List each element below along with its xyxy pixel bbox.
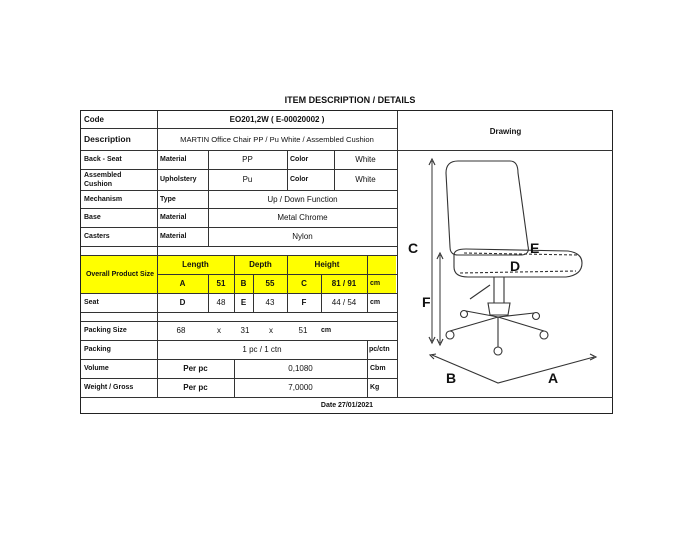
- seat-label: Seat: [84, 299, 99, 306]
- drawing-label: Drawing: [489, 126, 522, 136]
- overall-a-value: 51: [216, 279, 226, 288]
- overall-unit: cm: [370, 280, 381, 287]
- cushion-key2: Color: [290, 176, 309, 183]
- packing-size-unit: cm: [321, 327, 332, 334]
- cushion-label: Assembled Cushion: [84, 171, 122, 188]
- base-val1: Metal Chrome: [277, 213, 328, 222]
- overall-b: B: [240, 279, 247, 288]
- height-header: Height: [314, 260, 340, 269]
- seat-e-value: 43: [265, 298, 275, 307]
- chair-backrest: [446, 161, 528, 255]
- chair-drawing: [398, 151, 613, 396]
- overall-c: C: [301, 279, 307, 288]
- depth-header: Depth: [249, 260, 272, 269]
- code-value: EO201,2W ( E-00020002 ): [229, 115, 325, 124]
- cushion-key1: Upholstery: [160, 176, 197, 183]
- base-key1: Material: [160, 214, 187, 221]
- seat-d: D: [179, 298, 186, 307]
- cushion-val2: White: [355, 175, 376, 184]
- cushion-val1: Pu: [242, 175, 253, 184]
- weight-value: 7,0000: [288, 383, 313, 392]
- chair-base: [450, 311, 544, 347]
- volume-per: Per pc: [183, 364, 208, 373]
- back-seat-label: Back - Seat: [84, 156, 122, 163]
- overall-c-value: 81 / 91: [331, 279, 357, 288]
- packing-size-width: 31: [240, 326, 250, 335]
- weight-per: Per pc: [183, 383, 208, 392]
- packing-size-label: Packing Size: [84, 327, 127, 334]
- code-label: Code: [84, 115, 104, 124]
- volume-label: Volume: [84, 365, 109, 372]
- casters-key1: Material: [160, 233, 187, 240]
- description-value: MARTIN Office Chair PP / Pu White / Assembled Cushion: [180, 134, 374, 144]
- dim-e-letter: E: [530, 240, 540, 256]
- weight-label: Weight / Gross: [84, 384, 134, 391]
- seat-unit: cm: [370, 299, 381, 306]
- packing-size-x1: x: [217, 326, 221, 335]
- back-seat-key2: Color: [290, 156, 309, 163]
- date-label: Date 27/01/2021: [320, 401, 374, 409]
- casters-val1: Nylon: [292, 232, 313, 241]
- dim-f-letter: F: [422, 294, 431, 310]
- dim-c-letter: C: [408, 240, 419, 256]
- seat-f: F: [301, 298, 307, 307]
- back-seat-val2: White: [355, 155, 376, 164]
- overall-size-label: Overall Product Size: [85, 270, 155, 278]
- packing-label: Packing: [84, 346, 111, 353]
- length-header: Length: [182, 260, 209, 269]
- packing-size-x2: x: [269, 326, 273, 335]
- seat-e: E: [240, 298, 247, 307]
- description-label: Description: [84, 134, 131, 144]
- casters-label: Casters: [84, 233, 110, 240]
- seat-f-value: 44 / 54: [331, 298, 357, 307]
- chair-gas-lift: [494, 277, 504, 303]
- document-title: ITEM DESCRIPTION / DETAILS: [284, 95, 416, 105]
- item-details-sheet: [80, 110, 613, 414]
- back-seat-val1: PP: [242, 155, 253, 164]
- base-label: Base: [84, 214, 101, 221]
- packing-value: 1 pc / 1 ctn: [242, 345, 282, 354]
- overall-a: A: [179, 279, 186, 288]
- packing-size-length: 68: [176, 326, 186, 335]
- mechanism-val1: Up / Down Function: [267, 194, 338, 204]
- packing-size-height: 51: [298, 326, 308, 335]
- dim-b-letter: B: [446, 370, 457, 386]
- back-seat-key1: Material: [160, 156, 187, 163]
- packing-unit: pc/ctn: [369, 346, 390, 353]
- mechanism-label: Mechanism: [84, 195, 123, 203]
- seat-d-value: 48: [216, 298, 226, 307]
- dim-a-letter: A: [548, 370, 559, 386]
- volume-unit: Cbm: [370, 365, 386, 372]
- dim-d-letter: D: [510, 258, 521, 274]
- mechanism-key1: Type: [160, 195, 176, 203]
- weight-unit: Kg: [370, 384, 380, 391]
- overall-b-value: 55: [265, 279, 275, 288]
- volume-value: 0,1080: [288, 364, 313, 373]
